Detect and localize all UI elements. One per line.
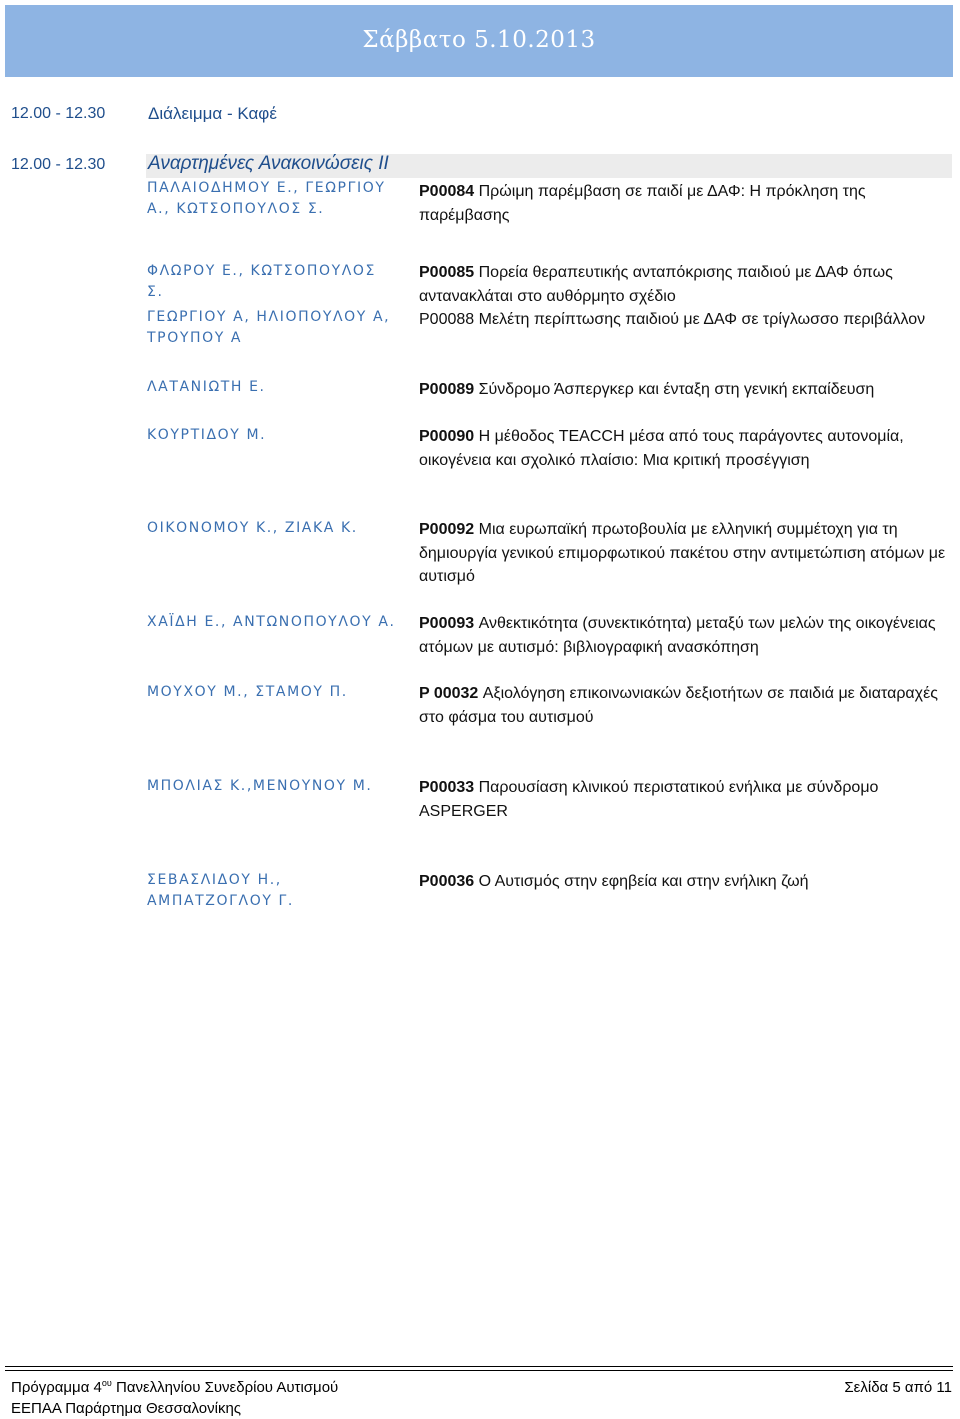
poster-title: Πρώιμη παρέμβαση σε παιδί με ΔΑΦ: Η πρόκληση της παρέμβασης — [419, 183, 866, 224]
poster-entry — [419, 425, 949, 472]
footer-program-prefix: Πρόγραμμα 4 — [11, 1379, 102, 1396]
poster-title: Η μέθοδος TEACCH μέσα από τους παράγοντες αυτονομία, οικογένεια και σχολικό πλαίσιο: Μια κριτική προσέγγιση — [419, 428, 904, 469]
break-label: Διάλειμμα - Καφέ — [148, 104, 277, 123]
poster-code: P00093 — [419, 615, 475, 632]
poster-title: Μελέτη περίπτωσης παιδιού με ΔΑΦ σε τρίγλωσσο περιβάλλον — [474, 311, 926, 328]
poster-entry — [419, 378, 949, 402]
entry-authors: ΚΟΥΡΤΙΔΟΥ Μ. — [147, 427, 267, 443]
poster-entry — [419, 261, 949, 308]
date-title: Σάββατο 5.10.2013 — [362, 27, 596, 53]
poster-entry — [419, 180, 949, 227]
poster-title: Παρουσίαση κλινικού περιστατικού ενήλικα με σύνδρομο ASPERGER — [419, 779, 879, 820]
poster-title: Πορεία θεραπευτικής ανταπόκρισης παιδιού με ΔΑΦ όπως αντανακλάται στο αυθόρμητο σχέδιο — [419, 264, 893, 305]
poster-code: P00089 — [419, 381, 475, 398]
poster-code: P00090 — [419, 428, 475, 445]
poster-title: Αξιολόγηση επικοινωνιακών δεξιοτήτων σε παιδιά με διαταραχές στο φάσμα του αυτισμού — [419, 685, 938, 726]
poster-code: P00085 — [419, 264, 475, 281]
poster-entry — [419, 870, 949, 894]
entry-authors: ΜΟΥΧΟΥ Μ., ΣΤΑΜΟΥ Π. — [147, 684, 348, 700]
poster-entry — [419, 612, 949, 659]
entry-authors: ΟΙΚΟΝΟΜΟΥ Κ., ΖΙΑΚΑ Κ. — [147, 520, 358, 536]
entry-authors: ΛΑΤΑΝΙΩΤΗ Ε. — [147, 379, 266, 395]
date-header — [5, 5, 953, 77]
session-time: 12.00 - 12.30 — [11, 156, 106, 173]
entry-authors: ΜΠΟΛΙΑΣ Κ.,ΜΕΝΟΥΝΟΥ Μ. — [147, 778, 373, 794]
poster-entry — [419, 776, 949, 823]
entry-authors: ΠΑΛΑΙΟΔΗΜΟΥ Ε., ΓΕΩΡΓΙΟΥ Α., ΚΩΤΣΟΠΟΥΛΟΣ Σ. — [147, 180, 386, 217]
footer-program-suffix: Πανελληνίου Συνεδρίου Αυτισμού — [111, 1379, 339, 1396]
footer-rule — [5, 1366, 953, 1371]
poster-title: Σύνδρομο Άσπεργκερ και ένταξη στη γενική εκπαίδευση — [474, 381, 875, 398]
poster-code: P00036 — [419, 873, 475, 890]
poster-title: Ανθεκτικότητα (συνεκτικότητα) μεταξύ των μελών της οικογένειας ατόμων με αυτισμό: βιβλιογραφική ανασκόπηση — [419, 615, 936, 656]
poster-code: P00033 — [419, 779, 475, 796]
entry-authors: ΧΑΪΔΗ Ε., ΑΝΤΩΝΟΠΟΥΛΟΥ Α. — [147, 614, 396, 630]
poster-entry — [419, 518, 949, 589]
footer-organizer: ΕΕΠΑΑ Παράρτημα Θεσσαλονίκης — [11, 1400, 242, 1417]
entry-authors: ΓΕΩΡΓΙΟΥ Α, ΗΛΙΟΠΟΥΛΟΥ Α, ΤΡΟΥΠΟΥ Α — [147, 309, 391, 346]
entry-authors: ΦΛΩΡΟΥ Ε., ΚΩΤΣΟΠΟΥΛΟΣ Σ. — [147, 263, 376, 300]
poster-code: P 00032 — [419, 685, 479, 702]
poster-entry — [419, 682, 949, 729]
footer-program — [11, 1377, 338, 1419]
break-time: 12.00 - 12.30 — [11, 105, 106, 122]
poster-title: Μια ευρωπαϊκή πρωτοβουλία με ελληνική συμμέτοχη για τη δημιουργία γενικού επιμορφωτικού πακέτου στην αντιμετώπιση ατόμων με αυτισμό — [419, 521, 946, 585]
entry-authors: ΣΕΒΑΣΛΙΔΟΥ Η., ΑΜΠΑΤΖΟΓΛΟΥ Γ. — [147, 872, 294, 909]
poster-code: P00084 — [419, 183, 475, 200]
page-number: Σελίδα 5 από 11 — [844, 1379, 952, 1396]
poster-code: P00088 — [419, 311, 475, 328]
footer-program-sup: ου — [101, 1378, 112, 1388]
session-title: Αναρτημένες Ανακοινώσεις ΙΙ — [148, 153, 389, 174]
poster-code: P00092 — [419, 521, 475, 538]
poster-entry — [419, 308, 949, 332]
poster-title: Ο Αυτισμός στην εφηβεία και στην ενήλικη ζωή — [474, 873, 809, 890]
